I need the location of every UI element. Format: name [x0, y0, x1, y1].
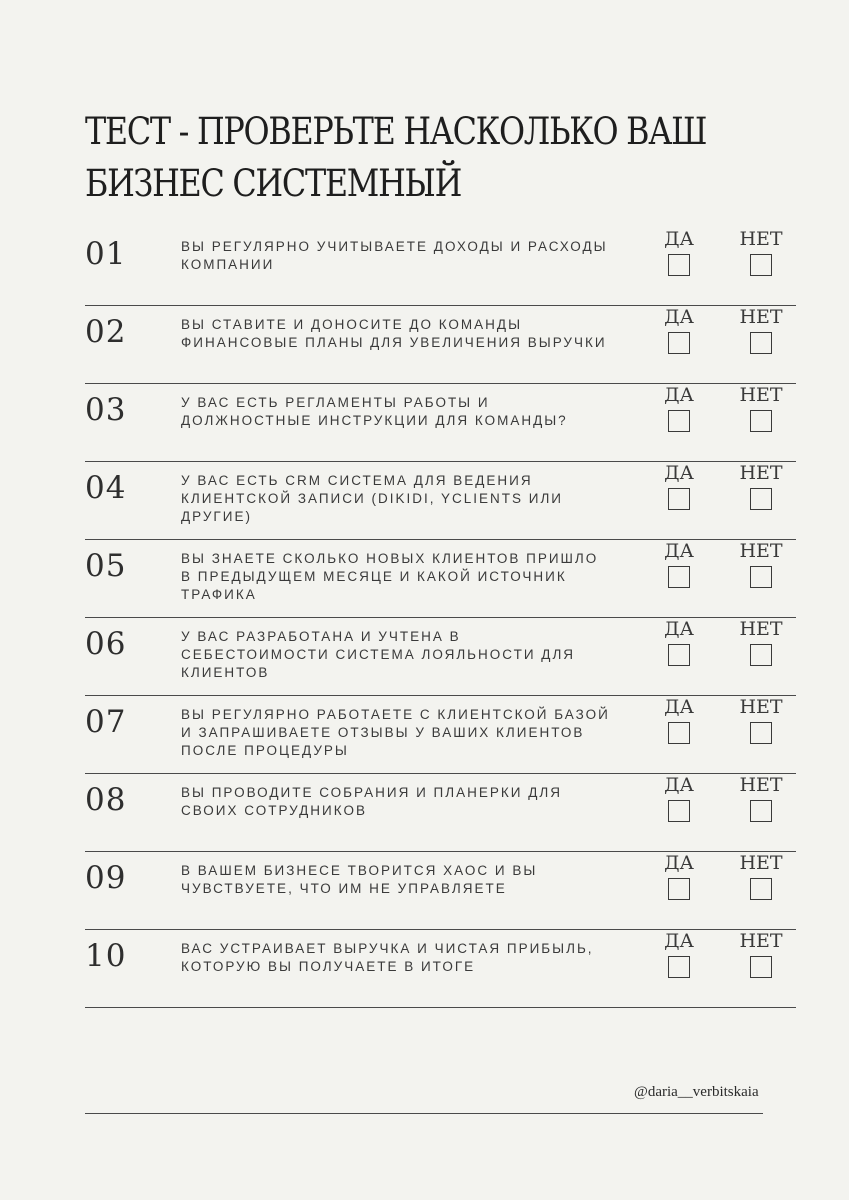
yes-label: ДА	[664, 930, 694, 952]
no-checkbox[interactable]	[750, 878, 772, 900]
yes-label: ДА	[664, 852, 694, 874]
no-checkbox[interactable]	[750, 566, 772, 588]
option-no	[731, 852, 791, 900]
question-row	[85, 696, 796, 774]
option-yes	[649, 852, 709, 900]
question-text: У ВАС ЕСТЬ CRM СИСТЕМА ДЛЯ ВЕДЕНИЯ КЛИЕНТСКОЙ ЗАПИСИ (DIKIDI, YCLIENTS ИЛИ ДРУГИЕ)	[181, 473, 564, 524]
question-number: 06	[85, 626, 127, 662]
yes-checkbox[interactable]	[668, 644, 690, 666]
option-yes	[649, 228, 709, 276]
no-label: НЕТ	[739, 228, 783, 250]
yes-checkbox[interactable]	[668, 332, 690, 354]
question-row	[85, 618, 796, 696]
option-yes	[649, 696, 709, 744]
question-number: 09	[85, 860, 127, 896]
option-yes	[649, 306, 709, 354]
yes-label: ДА	[664, 228, 694, 250]
yes-checkbox[interactable]	[668, 800, 690, 822]
no-checkbox[interactable]	[750, 956, 772, 978]
yes-checkbox[interactable]	[668, 566, 690, 588]
question-text: У ВАС РАЗРАБОТАНА И УЧТЕНА В СЕБЕСТОИМОСТИ СИСТЕМА ЛОЯЛЬНОСТИ ДЛЯ КЛИЕНТОВ	[181, 629, 576, 680]
option-yes	[649, 774, 709, 822]
yes-checkbox[interactable]	[668, 722, 690, 744]
question-row	[85, 540, 796, 618]
no-checkbox[interactable]	[750, 332, 772, 354]
question-text: ВЫ ЗНАЕТЕ СКОЛЬКО НОВЫХ КЛИЕНТОВ ПРИШЛО В ПРЕДЫДУЩЕМ МЕСЯЦЕ И КАКОЙ ИСТОЧНИК ТРАФИКА	[181, 551, 599, 602]
no-label: НЕТ	[739, 930, 783, 952]
question-text: В ВАШЕМ БИЗНЕСЕ ТВОРИТСЯ ХАОС И ВЫ ЧУВСТВУЕТЕ, ЧТО ИМ НЕ УПРАВЛЯЕТЕ	[181, 863, 538, 896]
option-no	[731, 696, 791, 744]
question-number: 05	[85, 548, 127, 584]
author-handle: @daria__verbitskaia	[634, 1084, 759, 1100]
yes-checkbox[interactable]	[668, 878, 690, 900]
option-yes	[649, 540, 709, 588]
no-label: НЕТ	[739, 774, 783, 796]
yes-label: ДА	[664, 540, 694, 562]
option-no	[731, 930, 791, 978]
question-number: 02	[85, 314, 127, 350]
question-text: ВАС УСТРАИВАЕТ ВЫРУЧКА И ЧИСТАЯ ПРИБЫЛЬ, КОТОРУЮ ВЫ ПОЛУЧАЕТЕ В ИТОГЕ	[181, 941, 594, 974]
question-number: 07	[85, 704, 127, 740]
option-no	[731, 774, 791, 822]
no-checkbox[interactable]	[750, 488, 772, 510]
option-yes	[649, 384, 709, 432]
question-row	[85, 228, 796, 306]
yes-checkbox[interactable]	[668, 410, 690, 432]
footer-divider	[85, 1113, 763, 1114]
no-label: НЕТ	[739, 852, 783, 874]
no-checkbox[interactable]	[750, 800, 772, 822]
option-no	[731, 618, 791, 666]
yes-label: ДА	[664, 618, 694, 640]
no-label: НЕТ	[739, 384, 783, 406]
no-checkbox[interactable]	[750, 644, 772, 666]
title-line-1: ТЕСТ - ПРОВЕРЬТЕ НАСКОЛЬКО ВАШ	[85, 110, 707, 153]
option-no	[731, 540, 791, 588]
question-row	[85, 774, 796, 852]
no-label: НЕТ	[739, 306, 783, 328]
yes-checkbox[interactable]	[668, 488, 690, 510]
yes-label: ДА	[664, 696, 694, 718]
option-yes	[649, 618, 709, 666]
question-text: ВЫ ПРОВОДИТЕ СОБРАНИЯ И ПЛАНЕРКИ ДЛЯ СВОИХ СОТРУДНИКОВ	[181, 785, 562, 818]
option-no	[731, 384, 791, 432]
option-yes	[649, 462, 709, 510]
no-checkbox[interactable]	[750, 254, 772, 276]
question-number: 10	[85, 938, 127, 974]
yes-label: ДА	[664, 306, 694, 328]
question-number: 03	[85, 392, 127, 428]
question-text: ВЫ СТАВИТЕ И ДОНОСИТЕ ДО КОМАНДЫ ФИНАНСОВЫЕ ПЛАНЫ ДЛЯ УВЕЛИЧЕНИЯ ВЫРУЧКИ	[181, 317, 607, 350]
option-no	[731, 462, 791, 510]
page-title	[85, 106, 707, 210]
question-row	[85, 384, 796, 462]
question-number: 01	[85, 236, 127, 272]
title-line-2: БИЗНЕС СИСТЕМНЫЙ	[85, 162, 462, 205]
question-row	[85, 306, 796, 384]
yes-checkbox[interactable]	[668, 956, 690, 978]
no-label: НЕТ	[739, 618, 783, 640]
no-label: НЕТ	[739, 462, 783, 484]
option-yes	[649, 930, 709, 978]
question-text: У ВАС ЕСТЬ РЕГЛАМЕНТЫ РАБОТЫ И ДОЛЖНОСТНЫЕ ИНСТРУКЦИИ ДЛЯ КОМАНДЫ?	[181, 395, 568, 428]
question-number: 04	[85, 470, 127, 506]
question-text: ВЫ РЕГУЛЯРНО УЧИТЫВАЕТЕ ДОХОДЫ И РАСХОДЫ КОМПАНИИ	[181, 239, 608, 272]
no-label: НЕТ	[739, 696, 783, 718]
question-row	[85, 462, 796, 540]
no-checkbox[interactable]	[750, 410, 772, 432]
option-no	[731, 228, 791, 276]
yes-label: ДА	[664, 774, 694, 796]
option-no	[731, 306, 791, 354]
question-text: ВЫ РЕГУЛЯРНО РАБОТАЕТЕ С КЛИЕНТСКОЙ БАЗОЙ И ЗАПРАШИВАЕТЕ ОТЗЫВЫ У ВАШИХ КЛИЕНТОВ ПОСЛЕ ПРОЦЕДУРЫ	[181, 707, 610, 758]
yes-checkbox[interactable]	[668, 254, 690, 276]
question-row	[85, 930, 796, 1008]
question-row	[85, 852, 796, 930]
question-number: 08	[85, 782, 127, 818]
yes-label: ДА	[664, 462, 694, 484]
yes-label: ДА	[664, 384, 694, 406]
no-checkbox[interactable]	[750, 722, 772, 744]
no-label: НЕТ	[739, 540, 783, 562]
